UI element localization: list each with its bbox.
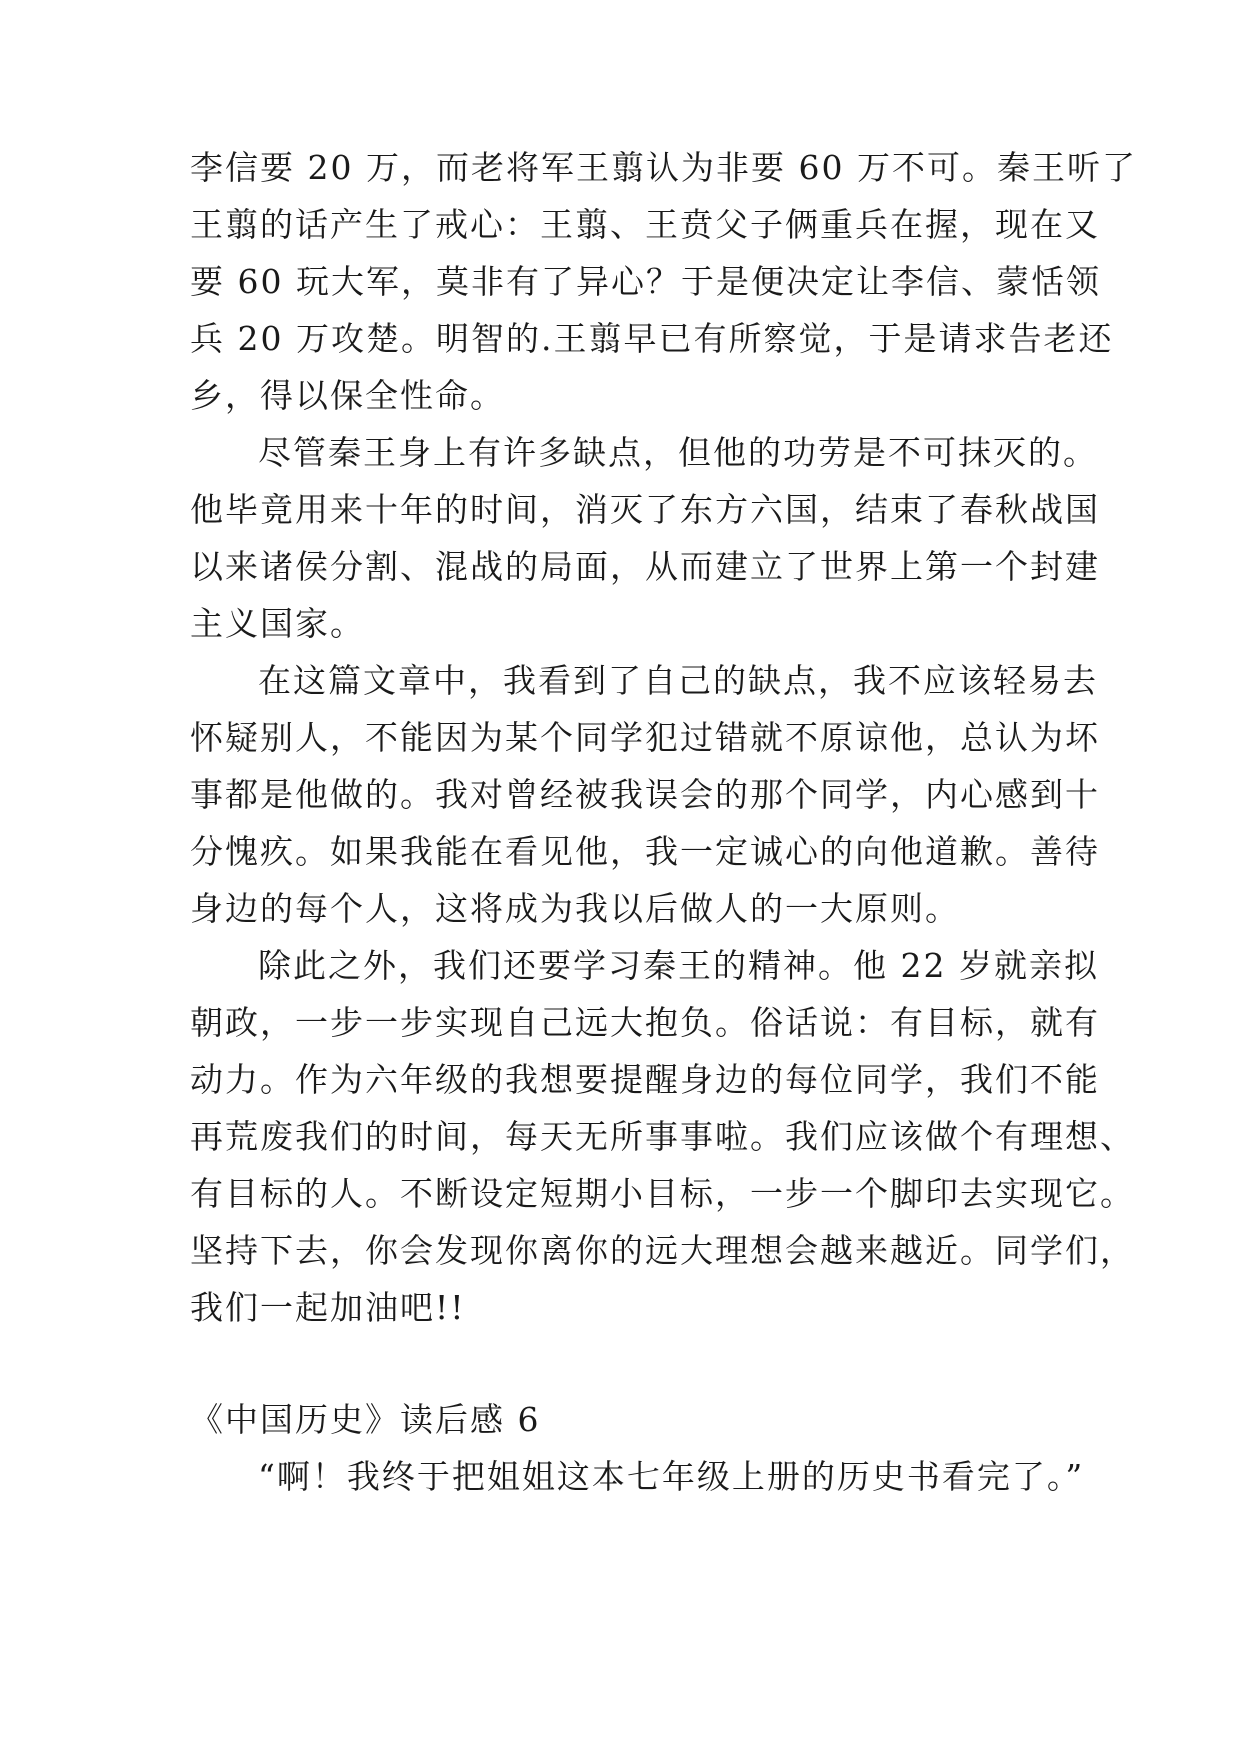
text-line: 在这篇文章中，我看到了自己的缺点，我不应该轻易去 xyxy=(258,661,1098,700)
text-line: 尽管秦王身上有许多缺点，但他的功劳是不可抹灭的。 xyxy=(258,433,1098,472)
text-line: 事都是他做的。我对曾经被我误会的那个同学，内心感到十 xyxy=(190,775,1100,814)
text-line: 坚持下去，你会发现你离你的远大理想会越来越近。同学们， xyxy=(190,1231,1135,1270)
text-line: “啊！我终于把姐姐这本七年级上册的历史书看完了。” xyxy=(258,1457,1085,1496)
text-line: 主义国家。 xyxy=(190,604,365,643)
text-line: 分愧疚。如果我能在看见他，我一定诚心的向他道歉。善待 xyxy=(190,832,1100,871)
text-line: 怀疑别人，不能因为某个同学犯过错就不原谅他，总认为坏 xyxy=(190,718,1100,757)
text-line: 身边的每个人，这将成为我以后做人的一大原则。 xyxy=(190,889,960,928)
text-line: 兵 20 万攻楚。明智的.王翦早已有所察觉，于是请求告老还 xyxy=(190,319,1114,358)
text-line: 要 60 玩大军，莫非有了异心？于是便决定让李信、蒙恬领 xyxy=(190,262,1101,301)
text-line: 朝政，一步一步实现自己远大抱负。俗话说：有目标，就有 xyxy=(190,1003,1100,1042)
text-line: 除此之外，我们还要学习秦王的精神。他 22 岁就亲拟 xyxy=(258,946,1099,985)
text-line: 王翦的话产生了戒心：王翦、王贲父子俩重兵在握，现在又 xyxy=(190,205,1100,244)
text-line: 李信要 20 万，而老将军王翦认为非要 60 万不可。秦王听了 xyxy=(190,148,1137,187)
text-line: 动力。作为六年级的我想要提醒身边的每位同学，我们不能 xyxy=(190,1060,1100,1099)
text-line: 有目标的人。不断设定短期小目标，一步一个脚印去实现它。 xyxy=(190,1174,1135,1213)
section-title: 《中国历史》读后感 6 xyxy=(190,1400,541,1439)
text-line: 乡，得以保全性命。 xyxy=(190,376,505,415)
text-line: 再荒废我们的时间，每天无所事事啦。我们应该做个有理想、 xyxy=(190,1117,1135,1156)
text-line: 我们一起加油吧!! xyxy=(190,1288,466,1327)
text-line: 他毕竟用来十年的时间，消灭了东方六国，结束了春秋战国 xyxy=(190,490,1100,529)
text-line: 以来诸侯分割、混战的局面，从而建立了世界上第一个封建 xyxy=(190,547,1100,586)
